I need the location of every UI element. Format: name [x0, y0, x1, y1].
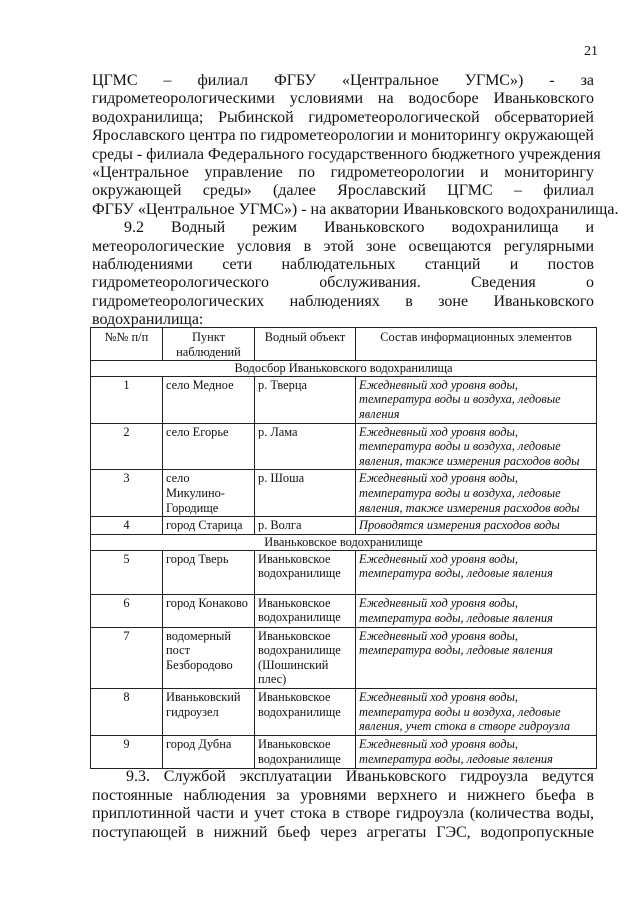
- section-9-3-paragraph: [92, 768, 594, 842]
- table-row: [91, 423, 597, 470]
- row-number: 9: [91, 735, 163, 768]
- header-point: Пункт наблюдений: [163, 328, 255, 361]
- row-point: Иваньковский гидроузел: [163, 688, 255, 735]
- text-line: гидрометеорологическими условиями на водосборе Иваньковского: [92, 90, 594, 108]
- row-content: Ежедневный ход уровня воды, температура воды и воздуха, ледовые явления, учет стока в створе гидроузла: [356, 688, 597, 735]
- row-number: 7: [91, 627, 163, 688]
- text-line: «Центральное управление по гидрометеорологии и мониторингу: [92, 163, 594, 181]
- header-water-object: Водный объект: [255, 328, 356, 361]
- row-water-object: Иваньковское водохранилище: [255, 550, 356, 594]
- header-number: №№ п/п: [91, 328, 163, 361]
- row-water-object: р. Шоша: [255, 470, 356, 517]
- row-number: 6: [91, 594, 163, 627]
- row-point: село Микулино-Городище: [163, 470, 255, 517]
- row-content: Ежедневный ход уровня воды, температура воды, ледовые явления: [356, 627, 597, 688]
- row-water-object: Иваньковское водохранилище (Шошинский плес): [255, 627, 356, 688]
- row-number: 2: [91, 423, 163, 470]
- table-row: [91, 470, 597, 517]
- section-title: Водосбор Иваньковского водохранилища: [91, 361, 597, 377]
- text-line: наблюдениями сети наблюдательных станций и постов: [92, 255, 594, 273]
- row-point: город Тверь: [163, 550, 255, 594]
- section-title: Иваньковское водохранилище: [91, 534, 597, 550]
- row-content: Ежедневный ход уровня воды, температура воды и воздуха, ледовые явления, также измерения расходов воды: [356, 423, 597, 470]
- row-water-object: Иваньковское водохранилище: [255, 735, 356, 768]
- row-content: Проводятся измерения расходов воды: [356, 517, 597, 535]
- text-line: ФГБУ «Центральное УГМС») - на акватории Иваньковского водохранилища.: [92, 200, 619, 218]
- text-line: метеорологические условия в этой зоне освещаются регулярными: [92, 237, 594, 255]
- text-line: 9.3. Службой эксплуатации Иваньковского гидроузла ведутся: [126, 768, 594, 785]
- text-line: 9.2 Водный режим Иваньковского водохранилища и: [124, 219, 594, 237]
- section-row: [91, 534, 597, 550]
- table-row: [91, 550, 597, 594]
- intro-paragraph: [92, 72, 619, 329]
- row-number: 4: [91, 517, 163, 535]
- text-line: приплотинной части и учет стока в створе гидроузла (количества воды,: [92, 805, 594, 823]
- row-point: село Егорье: [163, 423, 255, 470]
- row-content: Ежедневный ход уровня воды, температура воды, ледовые явления: [356, 735, 597, 768]
- table-row: [91, 517, 597, 535]
- table-row: [91, 627, 597, 688]
- header-content: Состав информационных элементов: [356, 328, 597, 361]
- table-row: [91, 594, 597, 627]
- text-line: среды - филиала Федерального государственного бюджетного учреждения: [92, 145, 601, 163]
- table-header-row: [91, 328, 597, 361]
- row-point: село Медное: [163, 376, 255, 423]
- row-content: Ежедневный ход уровня воды, температура воды и воздуха, ледовые явления: [356, 376, 597, 423]
- row-number: 1: [91, 376, 163, 423]
- row-point: город Старица: [163, 517, 255, 535]
- text-line: водохранилища; Рыбинской гидрометеорологической обсерваторией: [92, 108, 594, 126]
- text-line: окружающей среды» (далее Ярославский ЦГМС – филиал: [92, 182, 594, 200]
- row-water-object: Иваньковское водохранилище: [255, 594, 356, 627]
- row-water-object: р. Лама: [255, 423, 356, 470]
- row-number: 5: [91, 550, 163, 594]
- row-point: водомерный пост Безбородово: [163, 627, 255, 688]
- table-row: [91, 688, 597, 735]
- row-content: Ежедневный ход уровня воды, температура воды, ледовые явления: [356, 594, 597, 627]
- text-line: ЦГМС – филиал ФГБУ «Центральное УГМС») - за: [92, 72, 594, 89]
- section-row: [91, 361, 597, 377]
- row-water-object: р. Волга: [255, 517, 356, 535]
- text-line: Ярославского центра по гидрометеорологии и мониторингу окружающей: [92, 127, 594, 145]
- row-water-object: р. Тверца: [255, 376, 356, 423]
- text-line: гидрометеорологических наблюдениях в зоне Иваньковского: [92, 292, 594, 310]
- text-line: водохранилища:: [92, 311, 204, 329]
- page-number: 21: [584, 44, 598, 59]
- table-row: [91, 376, 597, 423]
- text-line: поступающей в нижний бьеф через агрегаты ГЭС, водопропускные: [92, 823, 594, 841]
- row-water-object: Иваньковское водохранилище: [255, 688, 356, 735]
- row-number: 8: [91, 688, 163, 735]
- text-line: гидрометеорологического обслуживания. Сведения о: [92, 274, 594, 292]
- table-row: [91, 735, 597, 768]
- row-number: 3: [91, 470, 163, 517]
- row-content: Ежедневный ход уровня воды, температура воды и воздуха, ледовые явления, также измерения расходов воды: [356, 470, 597, 517]
- observation-points-table: [90, 327, 597, 769]
- row-point: город Конаково: [163, 594, 255, 627]
- text-line: постоянные наблюдения за уровнями верхнего и нижнего бьефа в: [92, 786, 594, 804]
- row-content: Ежедневный ход уровня воды, температура воды, ледовые явления: [356, 550, 597, 594]
- row-point: город Дубна: [163, 735, 255, 768]
